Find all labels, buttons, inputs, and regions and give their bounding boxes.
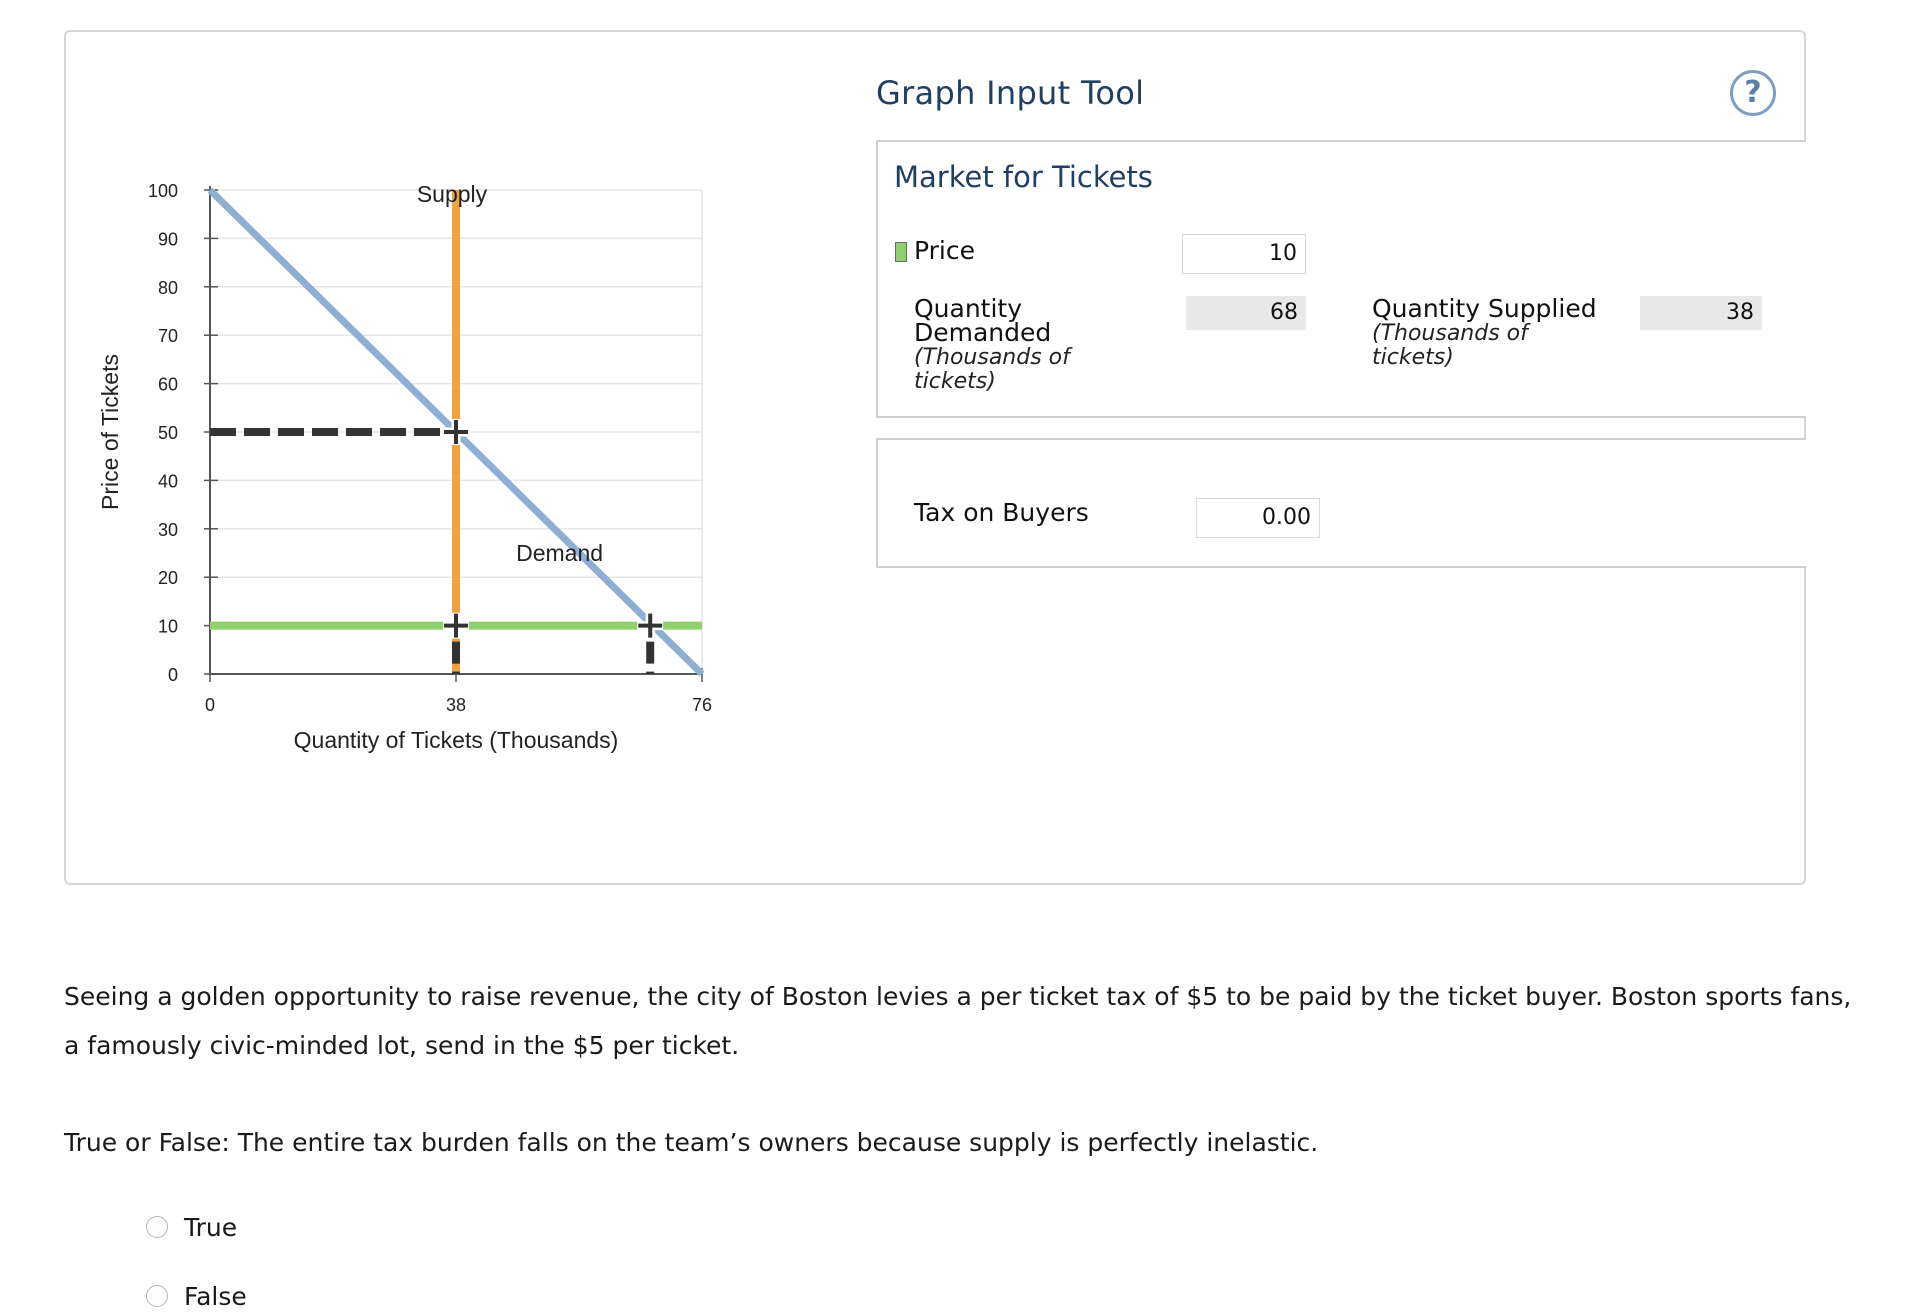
x-tick-label: 76 <box>691 695 713 715</box>
x-axis-label: Quantity of Tickets (Thousands) <box>293 727 619 753</box>
radio-true[interactable] <box>146 1216 168 1238</box>
supply-label: Supply <box>416 181 488 207</box>
question-prompt: True or False: The entire tax burden falls on the team’s owners because supply is perfectly inelastic. <box>64 1128 1319 1157</box>
y-tick-label: 0 <box>167 665 178 685</box>
equilibrium-marker <box>441 417 471 447</box>
tax-on-buyers-input[interactable]: 0.00 <box>1196 498 1320 538</box>
market-input-box <box>876 140 1806 418</box>
y-tick-label: 80 <box>157 277 178 298</box>
quantity-demanded-units-line2: tickets) <box>914 369 996 394</box>
y-axis-label: Price of Tickets <box>97 354 123 510</box>
option-false[interactable] <box>146 1280 247 1312</box>
y-tick-label: 40 <box>157 471 178 492</box>
quantity-demanded-label-line1: Quantity <box>914 294 1023 323</box>
x-tick-label: 38 <box>445 695 467 715</box>
graph-input-tool-title: Graph Input Tool <box>876 74 1145 112</box>
demand-label: Demand <box>516 540 604 566</box>
x-tick-label: 0 <box>204 695 216 715</box>
option-false-label: False <box>184 1281 247 1311</box>
y-tick-label: 90 <box>157 229 178 250</box>
quantity-supplied-units-line1: (Thousands of <box>1372 321 1528 346</box>
quantity-demanded-units-line1: (Thousands of <box>914 345 1070 370</box>
price-color-swatch <box>895 242 907 262</box>
quantity-demanded-value: 68 <box>1186 296 1306 330</box>
y-tick-label: 30 <box>157 519 178 540</box>
quantity-supplied-marker <box>441 611 471 641</box>
radio-false[interactable] <box>146 1285 168 1307</box>
y-tick-label: 20 <box>157 568 178 589</box>
y-tick-label: 60 <box>157 374 178 395</box>
tax-input-box <box>876 438 1806 568</box>
y-tick-label: 10 <box>157 616 178 637</box>
help-icon[interactable]: ? <box>1730 70 1776 116</box>
y-tick-label: 50 <box>157 423 178 443</box>
price-label: Price <box>914 236 975 265</box>
quantity-supplied-units-line2: tickets) <box>1372 345 1454 370</box>
option-true-label: True <box>184 1212 238 1242</box>
quantity-demanded-marker <box>635 611 665 641</box>
market-title: Market for Tickets <box>894 160 1153 194</box>
question-paragraph: Seeing a golden opportunity to raise revenue, the city of Boston levies a per ticket tax of $5 to be paid by the ticket buyer. Boston sports fans, a famously civic-minded lot, send in the $5 per ticket. <box>64 982 1852 1060</box>
tax-on-buyers-label: Tax on Buyers <box>914 498 1089 527</box>
quantity-supplied-value: 38 <box>1640 296 1762 330</box>
y-tick-label: 70 <box>157 326 178 347</box>
graph-panel <box>64 30 1806 885</box>
quantity-supplied-label: Quantity Supplied <box>1372 294 1597 323</box>
option-true[interactable] <box>146 1211 237 1243</box>
market-chart[interactable] <box>66 32 866 792</box>
price-input[interactable]: 10 <box>1182 234 1306 274</box>
y-tick-label: 100 <box>147 181 178 201</box>
quantity-demanded-label-line2: Demanded <box>914 318 1052 347</box>
